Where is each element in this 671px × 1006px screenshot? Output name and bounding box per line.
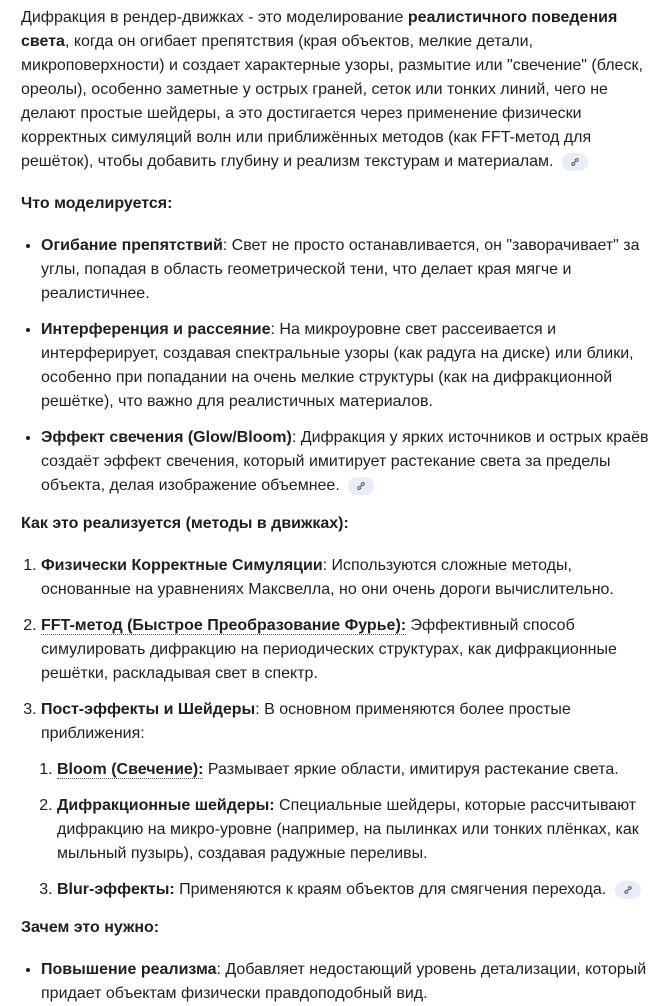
intro-paragraph [21,6,659,174]
why-list [21,958,659,1006]
item-term-link[interactable]: FFT-метод (Быстрое Преобразование Фурье): [41,617,407,634]
item-text: Эффективный способ симулировать дифракцию на периодических структурах, как дифракционные решётки, раскладывая свет в спектр. [41,617,617,682]
source-link-button[interactable] [615,881,641,899]
item-term: Интерференция и рассеяние [41,321,271,338]
item-text: Специальные шейдеры, которые рассчитывают дифракцию на микро-уровне (например, на пылинках или тонких плёнках, как мыльный пузырь), создавая радужные переливы. [57,797,639,862]
list-item [41,698,659,902]
item-term: Эффект свечения (Glow/Bloom) [41,429,292,446]
list-item [41,234,659,306]
item-term-link[interactable]: Bloom (Свечение): [57,761,204,778]
list-item [41,554,659,602]
link-icon [570,157,580,167]
sub-list-item [57,758,659,782]
item-text: : Добавляет недостающий уровень детализации, который придает объектам физически правдоподобный вид. [41,961,647,1002]
section-heading-why: Зачем это нужно: [21,919,160,936]
item-term: Пост-эффекты и Шейдеры [41,701,256,718]
what-list [21,234,659,498]
item-term: Огибание препятствий [41,237,223,254]
item-text: Размывает яркие области, имитируя растекание света. [203,761,619,778]
section-heading-what: Что моделируется: [21,195,173,212]
sub-list [41,758,659,902]
item-term: Дифракционные шейдеры: [57,797,275,814]
list-item [41,318,659,414]
sub-list-item [57,878,659,902]
item-text: Применяются к краям объектов для смягчения перехода. [174,881,607,898]
section-heading-how: Как это реализуется (методы в движках): [21,515,349,532]
item-term: Физически Корректные Симуляции [41,557,323,574]
item-text: : Дифракция у ярких источников и острых краёв создаёт эффект свечения, который имитирует растекание света за пределы объекта, делая изображение объемнее. [41,429,649,494]
item-text: : На микроуровне свет рассеивается и интерферирует, создавая спектральные узоры (как радуга на диске) или блики, особенно при попадании на очень мелкие структуры (как на дифракционной решётке), что важно для реалистичных материалов. [41,321,634,410]
item-term: Blur-эффекты: [57,881,175,898]
list-item [41,426,659,498]
source-link-button[interactable] [348,477,374,495]
list-item [41,958,659,1006]
source-link-button[interactable] [562,153,588,171]
item-text: : В основном применяются более простые приближения: [41,701,571,742]
link-icon [356,481,366,491]
how-list [21,554,659,902]
item-text: : Используются сложные методы, основанные на уравнениях Максвелла, но они очень дороги вычислительно. [41,557,614,598]
link-icon [623,885,633,895]
intro-bold: реалистичного поведения света [21,9,618,50]
item-text: : Свет не просто останавливается, он "заворачивает" за углы, попадая в область геометрической тени, что делает края мягче и реалистичнее. [41,237,640,302]
list-item [41,614,659,686]
intro-text-after: , когда он огибает препятствия (края объектов, мелкие детали, микроповерхности) и создает характерные узоры, размытие или "свечение" (блеск, ореолы), особенно заметные у острых граней, сеток или тонких линий, чего не делают простые шейдеры, а это достигается через применение физически корректных симуляций волн или приближённых методов (как FFT-метод для решёток), чтобы добавить глубину и реализм текстурам и материалам. [21,33,643,170]
item-term: Повышение реализма [41,961,217,978]
intro-text-before: Дифракция в рендер-движках - это моделирование [21,9,408,26]
sub-list-item [57,794,659,866]
